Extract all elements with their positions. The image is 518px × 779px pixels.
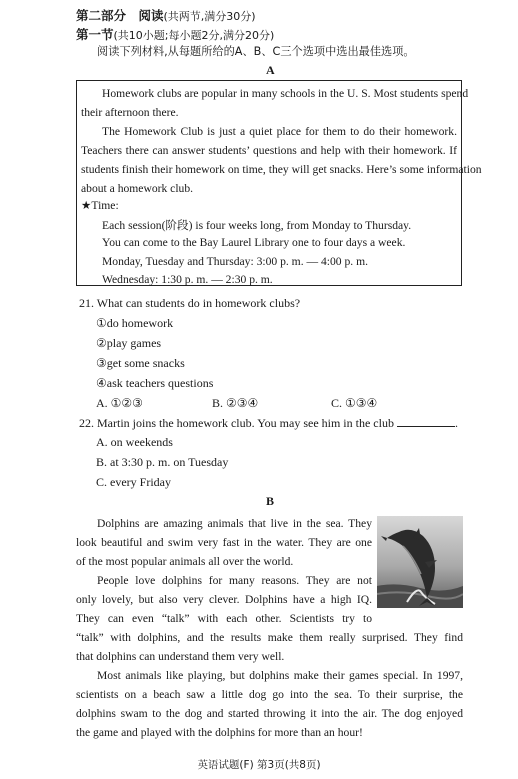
q22-option-b: B. at 3:30 p. m. on Tuesday: [96, 455, 229, 469]
passage-b-p2-narrow: People love dolphins for many reasons. They are not only lovely, but also very clever. Dolphins have a high IQ. They can even “talk” with each other. Scientists try to: [76, 574, 372, 625]
time-line: Monday, Tuesday and Thursday: 3:00 p. m. — 4:00 p. m.: [102, 255, 369, 268]
q21-option-c: C. ①③④: [331, 396, 378, 410]
passage-a-label: A: [266, 63, 275, 77]
q22-stem: 22. Martin joins the homework club. You may see him in the club .: [79, 416, 458, 430]
passage-a-p2: The Homework Club is just a quiet place for them to do their homework. Teachers there can answer students’ questions and help with their homework. If students finish their homework on time, they will get snacks. Here’s some information about a homework club.: [81, 125, 482, 195]
time-line: Each session(阶段) is four weeks long, from Monday to Thursday.: [102, 219, 412, 232]
time-label: ★Time:: [81, 199, 119, 212]
q22-option-a: A. on weekends: [96, 435, 173, 449]
q21-item: ③get some snacks: [96, 356, 185, 370]
time-line: You can come to the Bay Laurel Library one to four days a week.: [102, 236, 406, 249]
passage-a-p1: Homework clubs are popular in many schools in the U. S. Most students spend their afternoon there.: [81, 87, 469, 119]
page-footer: 英语试题(F) 第3页(共8页): [197, 759, 321, 771]
passage-b-p3: Most animals like playing, but dolphins make their games special. In 1997, scientists on a beach saw a little dog go into the sea. To their surprise, the dolphins swam to the dog and started throwing it into the air. The dog enjoyed the game and played with the dolphins for more than an hour!: [76, 669, 463, 739]
time-line: Wednesday: 1:30 p. m. — 2:30 p. m.: [102, 273, 273, 286]
part-title: 第二部分 阅读(共两节,满分30分): [76, 8, 256, 23]
answer-blank: [397, 416, 455, 427]
q21-item: ④ask teachers questions: [96, 376, 214, 390]
q21-option-a: A. ①②③: [96, 396, 143, 410]
q21-option-b: B. ②③④: [212, 396, 259, 410]
q21-item: ②play games: [96, 336, 162, 350]
passage-b-p2-wide: “talk” with dolphins, and the results make them really surprised. They find that dolphins can understand them very well.: [76, 631, 463, 663]
section-title: 第一节(共10小题;每小题2分,满分20分): [76, 27, 275, 42]
q22-option-c: C. every Friday: [96, 475, 171, 489]
passage-b-label: B: [266, 494, 275, 508]
instruction: 阅读下列材料,从每题所给的A、B、C三个选项中选出最佳选项。: [97, 45, 415, 58]
passage-b-p1: Dolphins are amazing animals that live in the sea. They look beautiful and swim very fast in the water. They are one of the most popular animals all over the world.: [76, 517, 372, 568]
q21-stem: 21. What can students do in homework clubs?: [79, 296, 301, 310]
dolphin-photo: [377, 516, 463, 608]
q21-item: ①do homework: [96, 316, 174, 330]
